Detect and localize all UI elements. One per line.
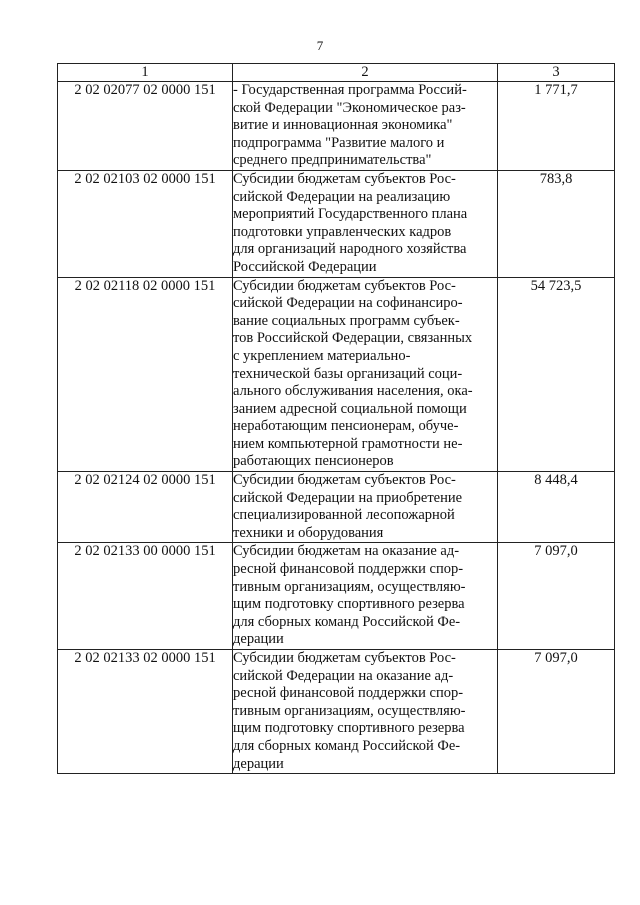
description-line: для организаций народного хозяйства: [233, 241, 467, 258]
description-line: среднего предпринимательства": [233, 152, 432, 169]
table-row: [58, 472, 615, 543]
description-line: Российской Федерации: [233, 258, 377, 275]
description-cell: [233, 277, 498, 472]
description-cell: [233, 82, 498, 171]
description-cell: [233, 170, 498, 277]
description-line: дерации: [233, 631, 284, 648]
description-line: неработающим пенсионерам, обуче-: [233, 418, 459, 435]
description-line: Субсидии бюджетам субъектов Рос-: [233, 650, 456, 666]
description-line: сийской Федерации на софинансиро-: [233, 295, 463, 312]
table-row: [58, 277, 615, 472]
description-line: Субсидии бюджетам субъектов Рос-: [233, 170, 456, 187]
description-line: Субсидии бюджетам на оказание ад-: [233, 543, 460, 560]
description-line: с укреплением материально-: [233, 347, 411, 364]
description-line: сийской Федерации на реализацию: [233, 188, 451, 205]
budget-code-cell: 2 02 02077 02 0000 151: [58, 82, 233, 171]
description-line: щим подготовку спортивного резерва: [233, 720, 465, 737]
amount-cell: 8 448,4: [498, 472, 615, 543]
description-line: подпрограмма "Развитие малого и: [233, 134, 445, 151]
description-line: тов Российской Федерации, связанных: [233, 330, 473, 347]
description-line: для сборных команд Российской Фе-: [233, 613, 461, 630]
table-row: [58, 170, 615, 277]
description-cell: [233, 472, 498, 543]
description-line: работающих пенсионеров: [233, 453, 394, 470]
amount-cell: 7 097,0: [498, 650, 615, 774]
description-line: тивным организациям, осуществляю-: [233, 578, 466, 595]
budget-code-cell: 2 02 02124 02 0000 151: [58, 472, 233, 543]
amount-cell: 54 723,5: [498, 277, 615, 472]
description-line: ресной финансовой поддержки спор-: [233, 685, 464, 702]
description-line: занием адресной социальной помощи: [233, 400, 467, 417]
description-line: ального обслуживания населения, ока-: [233, 383, 473, 400]
amount-cell: 1 771,7: [498, 82, 615, 171]
page-number: 7: [316, 38, 324, 53]
header-col-3: 3: [498, 64, 615, 82]
description-line: для сборных команд Российской Фе-: [233, 737, 461, 754]
budget-code-cell: 2 02 02133 02 0000 151: [58, 650, 233, 774]
description-line: вание социальных программ субъек-: [233, 312, 460, 329]
description-line: мероприятий Государственного плана: [233, 206, 468, 223]
description-line: - Государственная программа Россий-: [233, 82, 467, 98]
description-line: витие и инновационная экономика": [233, 117, 453, 134]
description-line: техники и оборудования: [233, 524, 384, 541]
description-line: технической базы организаций соци-: [233, 365, 463, 382]
header-col-1: 1: [58, 64, 233, 82]
table-row: [58, 82, 615, 171]
description-cell: [233, 543, 498, 650]
budget-code-cell: 2 02 02133 00 0000 151: [58, 543, 233, 650]
description-line: ресной финансовой поддержки спор-: [233, 561, 464, 578]
description-line: дерации: [233, 755, 284, 772]
table-row: [58, 650, 615, 774]
table-body: [58, 82, 615, 774]
budget-code-cell: 2 02 02118 02 0000 151: [58, 277, 233, 472]
description-line: нием компьютерной грамотности не-: [233, 435, 463, 452]
header-row: [58, 64, 615, 82]
description-line: щим подготовку спортивного резерва: [233, 596, 465, 613]
description-line: Субсидии бюджетам субъектов Рос-: [233, 472, 456, 489]
header-col-2: 2: [233, 64, 498, 82]
description-line: сийской Федерации на приобретение: [233, 489, 463, 506]
budget-table: [57, 63, 615, 774]
description-line: специализированной лесопожарной: [233, 507, 455, 524]
budget-code-cell: 2 02 02103 02 0000 151: [58, 170, 233, 277]
description-cell: [233, 650, 498, 774]
description-line: сийской Федерации на оказание ад-: [233, 667, 454, 684]
description-line: ской Федерации "Экономическое раз-: [233, 99, 466, 116]
description-line: подготовки управленческих кадров: [233, 223, 452, 240]
amount-cell: 7 097,0: [498, 543, 615, 650]
table-row: [58, 543, 615, 650]
table-header: [58, 64, 615, 82]
description-line: тивным организациям, осуществляю-: [233, 702, 466, 719]
amount-cell: 783,8: [498, 170, 615, 277]
description-line: Субсидии бюджетам субъектов Рос-: [233, 277, 456, 294]
